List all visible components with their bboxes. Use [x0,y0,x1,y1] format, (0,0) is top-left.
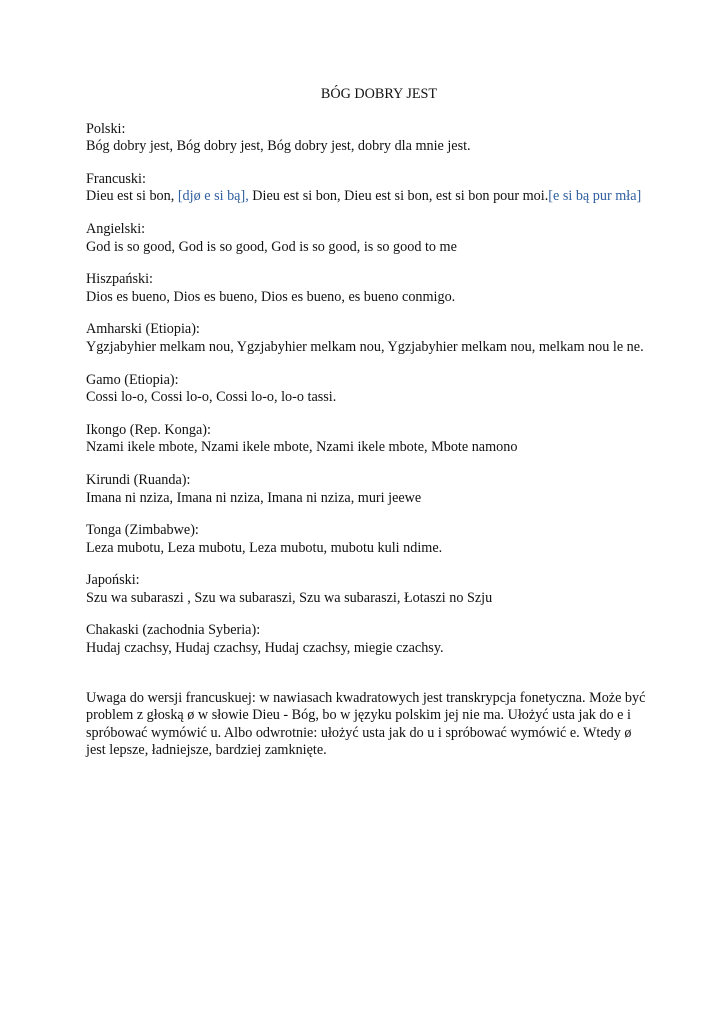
document-page [86,86,646,760]
pronunciation-note [86,690,646,760]
language-label: Angielski: [86,220,146,237]
lyrics-text: Hudaj czachsy, Hudaj czachsy, Hudaj czachsy, miegie czachsy. [86,640,444,657]
language-label: Amharski (Etiopia): [86,321,200,338]
language-label: Hiszpański: [86,271,153,288]
language-label: Chakaski (zachodnia Syberia): [86,622,261,639]
lyrics-text [86,188,646,206]
page-title: BÓG DOBRY JEST [320,86,438,102]
section-french [86,171,646,206]
language-label: Kirundi (Ruanda): [86,471,191,488]
language-label: Gamo (Etiopia): [86,371,179,388]
lyrics-text: Leza mubotu, Leza mubotu, Leza mubotu, mubotu kuli ndime. [86,539,443,556]
lyrics-text: Ygzjabyhier melkam nou, Ygzjabyhier melkam nou, Ygzjabyhier melkam nou, melkam nou le ne. [86,338,644,355]
lyrics-text: Imana ni nziza, Imana ni nziza, Imana ni nziza, muri jeewe [86,489,422,506]
section-spanish [86,271,646,306]
section-gamo [86,372,646,407]
section-kirundi [86,472,646,507]
lyrics-text: Nzami ikele mbote, Nzami ikele mbote, Nzami ikele mbote, Mbote namono [86,439,518,456]
lyrics-text: God is so good, God is so good, God is so good, is so good to me [86,238,457,255]
section-polish [86,121,646,156]
lyrics-text: Cossi lo-o, Cossi lo-o, Cossi lo-o, lo-o tassi. [86,389,337,406]
lyrics-text: Szu wa subaraszi , Szu wa subaraszi, Szu wa subaraszi, Łotaszi no Szju [86,589,493,606]
section-english [86,221,646,256]
phonetic-transcription: [e si bą pur mła] [548,188,642,205]
note-text: Uwaga do wersji francuskuej: w nawiasach kwadratowych jest transkrypcja fonetyczna. Może być problem z głoską ø w słowie Dieu - Bóg, bo w języku polskim jej nie ma. Ułożyć usta jak do e i spróbować wymówić u. Albo odwrotnie: ułożyć usta jak do u i spróbować wymówić e. Wtedy ø jest lepsze, ładniejsze, bardziej zamknięte. [86,689,646,759]
phonetic-transcription: [djø e si bą], [177,188,249,205]
section-khakas [86,622,646,657]
language-label: Ikongo (Rep. Konga): [86,421,211,438]
lyrics-text: Dios es bueno, Dios es bueno, Dios es bueno, es bueno conmigo. [86,288,456,305]
lyrics-fragment: Dieu est si bon, Dieu est si bon, est si bon pour moi. [248,188,549,205]
language-label: Polski: [86,120,126,137]
language-label: Tonga (Zimbabwe): [86,522,199,539]
section-amharic [86,321,646,356]
section-ikongo [86,422,646,457]
lyrics-text: Bóg dobry jest, Bóg dobry jest, Bóg dobry jest, dobry dla mnie jest. [86,138,471,155]
language-label: Francuski: [86,170,146,187]
section-japanese [86,572,646,607]
section-tonga [86,522,646,557]
lyrics-fragment: Dieu est si bon, [86,188,178,205]
language-label: Japoński: [86,572,140,589]
